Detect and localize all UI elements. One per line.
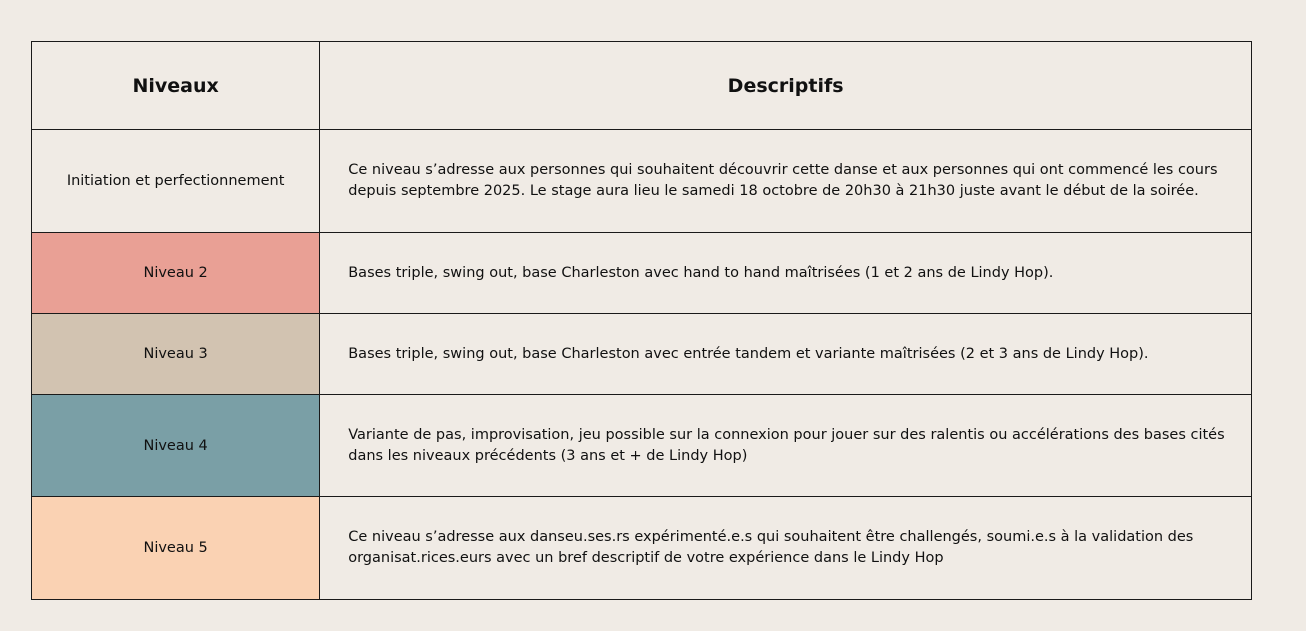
- table-row: [32, 130, 1252, 233]
- table-row: [32, 497, 1252, 600]
- table-header-row: [32, 42, 1252, 130]
- description-cell: Variante de pas, improvisation, jeu possible sur la connexion pour jouer sur des ralentis ou accélérations des bases cités dans les niveaux précédents (3 ans et + de Lindy Hop): [320, 395, 1252, 497]
- levels-table: [31, 41, 1252, 600]
- header-descriptions: Descriptifs: [320, 42, 1252, 130]
- description-cell: Ce niveau s’adresse aux personnes qui souhaitent découvrir cette danse et aux personnes qui ont commencé les cours depuis septembre 2025. Le stage aura lieu le samedi 18 octobre de 20h30 à 21h30 juste avant le début de la soirée.: [320, 130, 1252, 233]
- table-row: [32, 314, 1252, 395]
- description-cell: Bases triple, swing out, base Charleston avec entrée tandem et variante maîtrisées (2 et 3 ans de Lindy Hop).: [320, 314, 1252, 395]
- table-row: [32, 395, 1252, 497]
- level-cell: Niveau 4: [32, 395, 320, 497]
- level-cell: Niveau 2: [32, 233, 320, 314]
- table-row: [32, 233, 1252, 314]
- level-cell: Initiation et perfectionnement: [32, 130, 320, 233]
- level-cell: Niveau 3: [32, 314, 320, 395]
- header-levels: Niveaux: [32, 42, 320, 130]
- description-cell: Bases triple, swing out, base Charleston avec hand to hand maîtrisées (1 et 2 ans de Lindy Hop).: [320, 233, 1252, 314]
- description-cell: Ce niveau s’adresse aux danseu.ses.rs expérimenté.e.s qui souhaitent être challengés, soumi.e.s à la validation des organisat.rices.eurs avec un bref descriptif de votre expérience dans le Lindy Hop: [320, 497, 1252, 600]
- level-cell: Niveau 5: [32, 497, 320, 600]
